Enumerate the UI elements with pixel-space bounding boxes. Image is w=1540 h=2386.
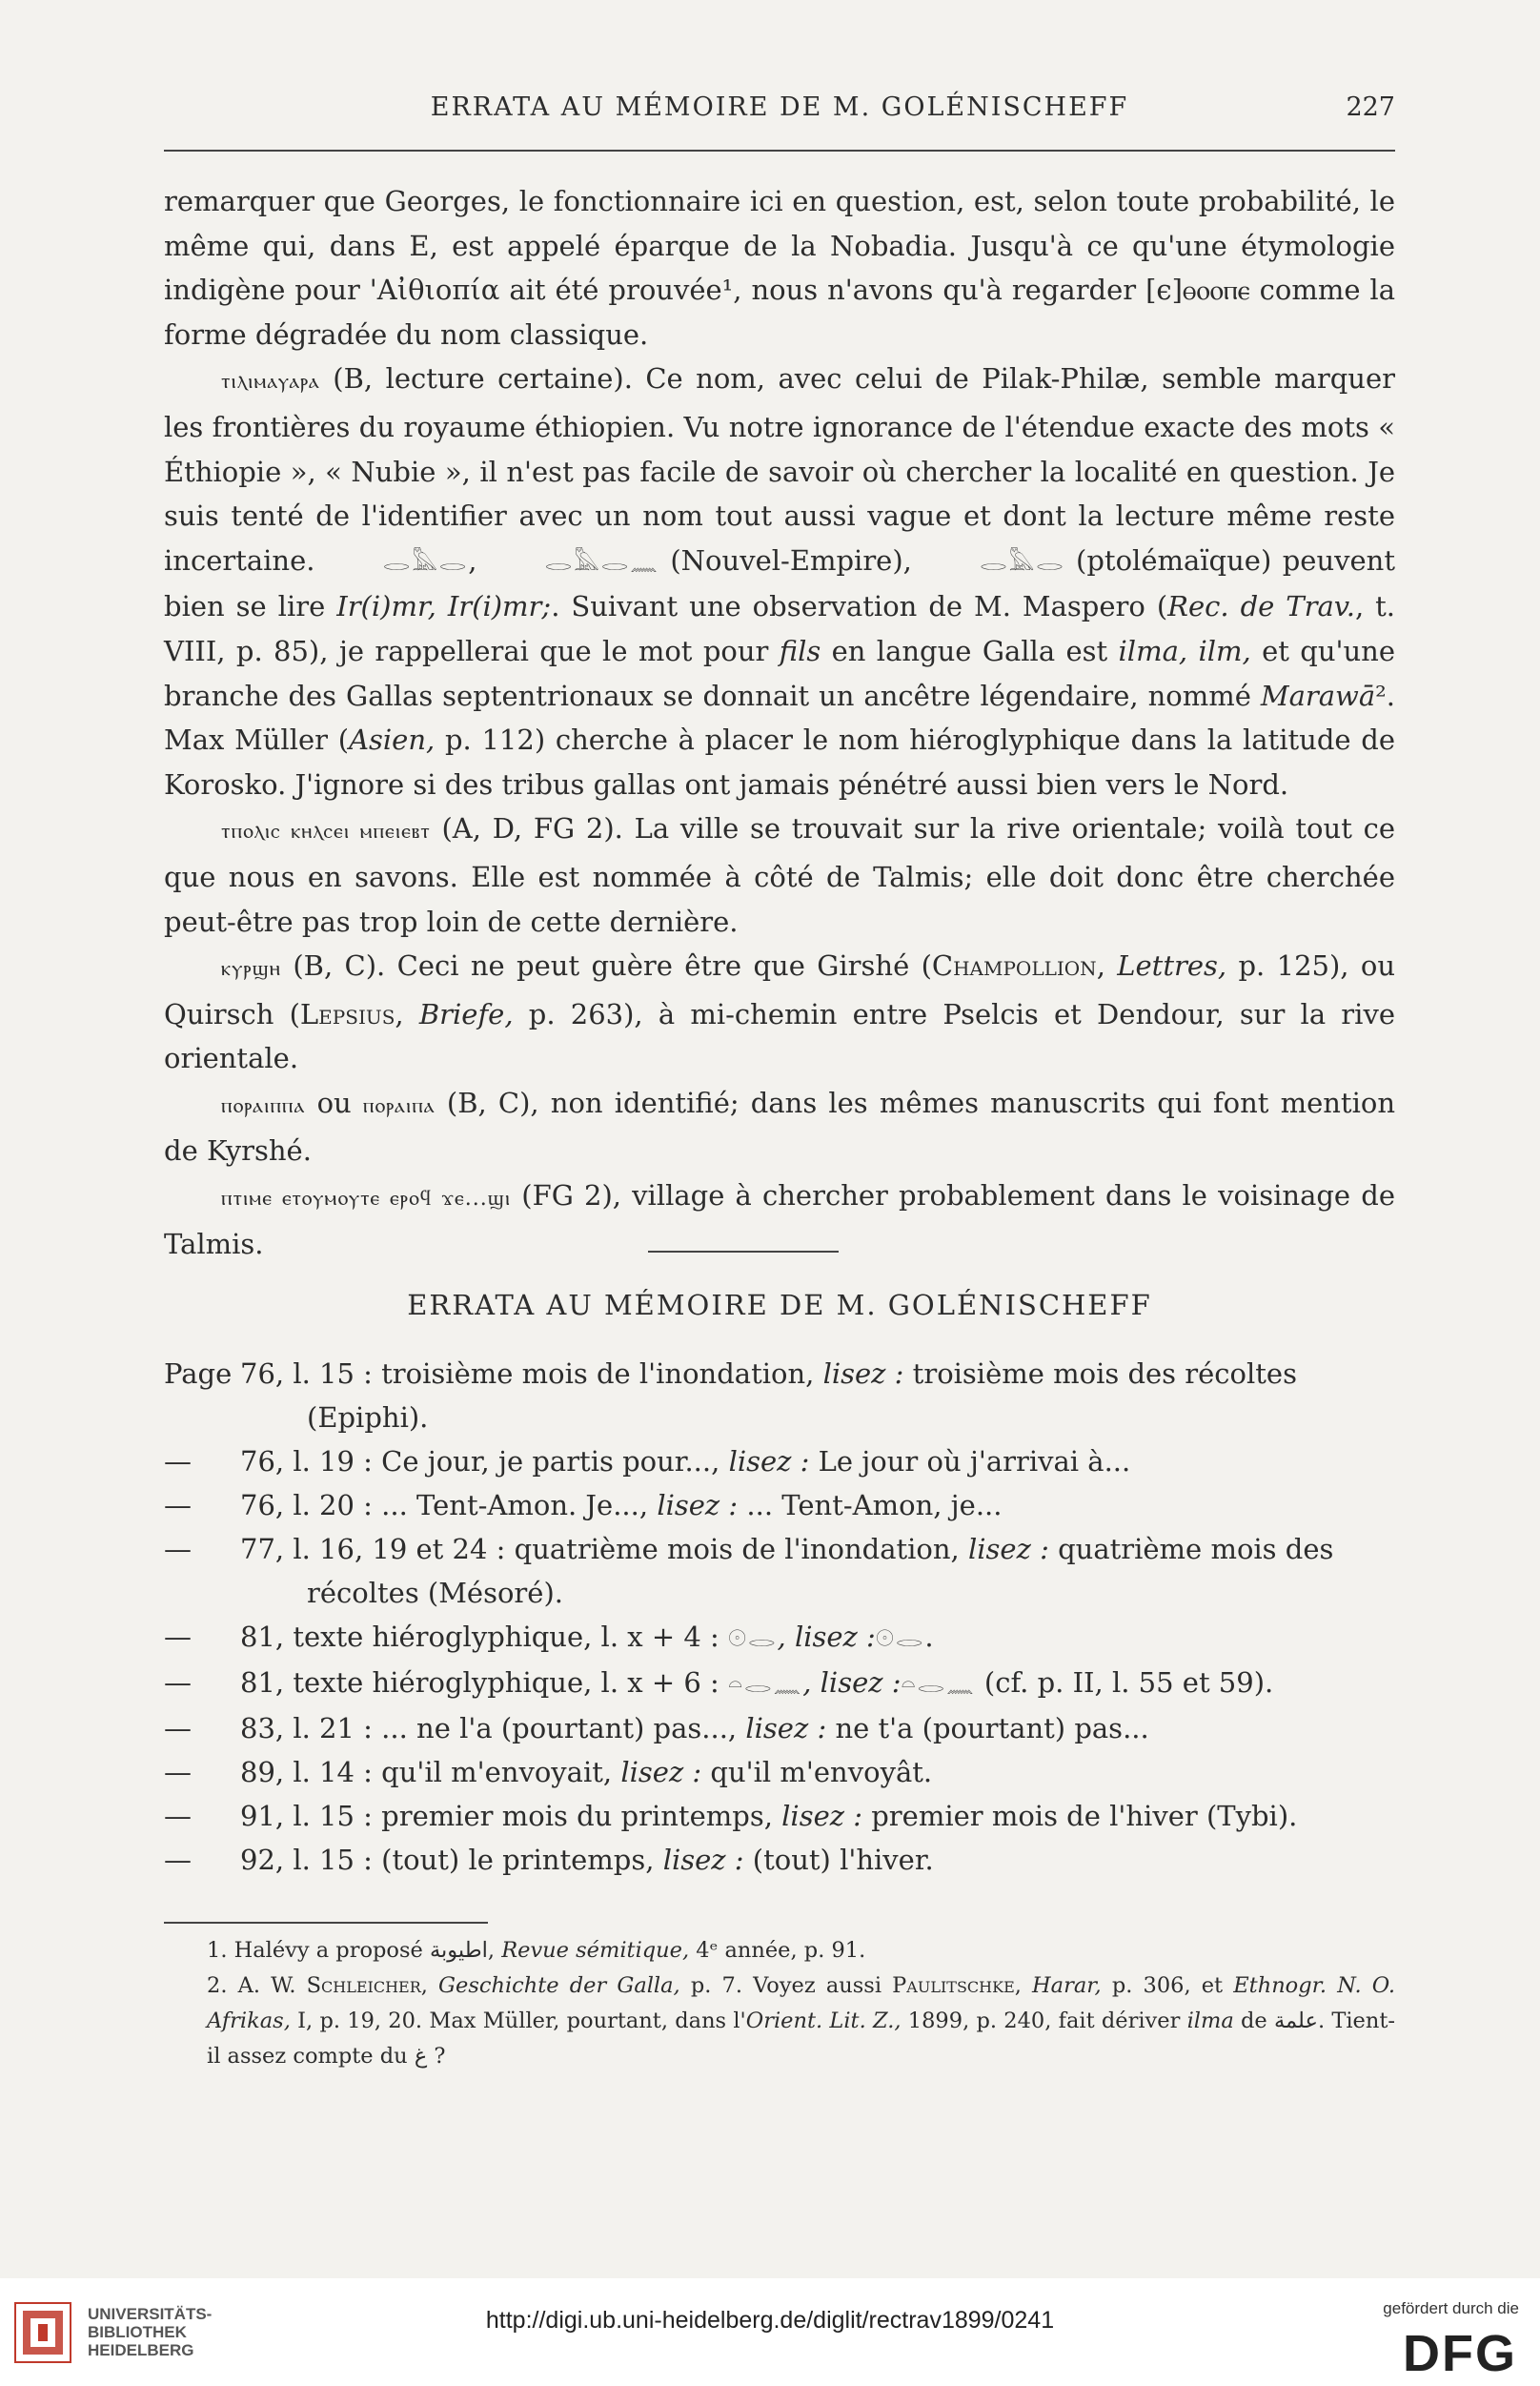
page-number: 227 bbox=[1346, 92, 1395, 122]
coptic-term: ⲧⲡⲟⲗⲓⲥ ⲕⲏⲗⲥⲉⲓ ⲙⲡⲉⲓⲉⲃⲧ bbox=[221, 820, 431, 845]
coptic-term: ⲡⲟⲣⲁⲓⲡⲁ bbox=[362, 1093, 436, 1118]
errata-lead: Page bbox=[164, 1357, 233, 1390]
paragraph-kurshe: ⲕⲩⲣϣⲏ (B, C). Ceci ne peut guère être que Girshé (Champollion, Lettres, p. 125), ou Quirsch (Lepsius, Briefe, p. 263), à mi-chemin entre Pselcis et Dendour, sur la rive orientale. bbox=[164, 949, 1395, 1075]
hieroglyph-group: 𓇳𓂋 bbox=[875, 1625, 925, 1652]
footnote-divider bbox=[164, 1922, 488, 1924]
errata-lead: — bbox=[164, 1712, 192, 1744]
errata-entry: 92, l. 15 : (tout) le printemps, lisez : (tout) l'hiver. bbox=[240, 1844, 934, 1876]
footnotes bbox=[164, 1933, 1395, 2074]
errata-row bbox=[164, 1661, 1395, 1706]
errata-entry: 81, texte hiéroglyphique, l. x + 6 : 𓏏𓂋𓈖, lisez :𓏏𓂋𓈖 (cf. p. II, l. 55 et 59). bbox=[240, 1661, 1395, 1706]
errata-row bbox=[164, 1794, 1395, 1838]
hieroglyph-group: 𓏏𓂋𓈖 bbox=[728, 1671, 803, 1698]
coptic-term: ⲡⲧⲓⲙⲉ ⲉⲧⲟⲩⲙⲟⲩⲧⲉ ⲉⲣⲟϥ ϫⲉ...ϣⲓ bbox=[221, 1187, 512, 1212]
errata-lead: — bbox=[164, 1844, 192, 1876]
errata-lead: — bbox=[164, 1756, 192, 1788]
arabic-word: اطيوبة bbox=[429, 1938, 488, 1963]
errata-row bbox=[164, 1352, 1395, 1396]
errata-entry: 83, l. 21 : ... ne l'a (pourtant) pas..., lisez : ne t'a (pourtant) pas... bbox=[240, 1712, 1149, 1744]
errata-row bbox=[164, 1439, 1395, 1483]
errata-heading: ERRATA AU MÉMOIRE DE M. GOLÉNISCHEFF bbox=[407, 1289, 1152, 1321]
coptic-term: ⲕⲩⲣϣⲏ bbox=[221, 957, 281, 982]
funder-caption: gefördert durch die bbox=[1383, 2299, 1519, 2317]
footnote-1: 1. Halévy a proposé اطيوبة, Revue sémitique, 4ᵉ année, p. 91. bbox=[207, 1938, 866, 1963]
errata-entry: 77, l. 16, 19 et 24 : quatrième mois de l'inondation, lisez : quatrième mois des bbox=[240, 1533, 1334, 1565]
paragraph-ethiopia: remarquer que Georges, le fonctionnaire ici en question, est, selon toute probabilité, le même qui, dans E, est appelé éparque de la Nobadia. Jusqu'à ce qu'une étymologie indigène pour 'Αἰθιοπία ait été prouvée¹, nous n'avons qu'à regarder [ϵ]ⲑⲟⲟⲡⲉ comme la forme dégradée du nom classique. bbox=[164, 185, 1395, 351]
arabic-word: علمة bbox=[1273, 2009, 1318, 2033]
errata-lead: — bbox=[164, 1666, 192, 1699]
hieroglyph-group: 𓂋𓅓𓂋 bbox=[382, 548, 469, 576]
paragraph-tilimaara: ⲧⲓⲗⲓⲙⲁⲩⲁⲣⲁ (B, lecture certaine). Ce nom, avec celui de Pilak-Philæ, semble marquer les frontières du royaume éthiopien. Vu notre ignorance de l'étendue exacte des mots « Éthiopie », « Nubie », il n'est pas facile de savoir où chercher la localité en question. Je suis tenté de l'identifier avec un nom tout aussi vague et dont la lecture même reste incertaine. 𓂋𓅓𓂋, 𓂋𓅓𓂋𓈖 (Nouvel-Empire), 𓂋𓅓𓂋 (ptolémaïque) peuvent bien se lire Ir(i)mr, Ir(i)mr;. Suivant une observation de M. Maspero (Rec. de Trav., t. VIII, p. 85), je rappellerai que le mot pour fils en langue Galla est ilma, ilm, et qu'une branche des Gallas septentrionaux se donnait un ancêtre légendaire, nommé Marawā². Max Müller (Asien, p. 112) cherche à placer le nom hiéroglyphique dans la latitude de Korosko. J'ignore si des tribus gallas ont jamais pénétré aussi bien vers le Nord. bbox=[164, 362, 1396, 801]
hieroglyph-group: 𓇳𓂋 bbox=[728, 1625, 778, 1652]
arabic-letter: غ bbox=[414, 2044, 428, 2069]
errata-continuation: récoltes (Mésoré). bbox=[307, 1577, 563, 1609]
dfg-logo: DFG bbox=[1403, 2325, 1517, 2382]
errata-entry: 91, l. 15 : premier mois du printemps, lisez : premier mois de l'hiver (Tybi). bbox=[240, 1800, 1298, 1832]
errata-lead: — bbox=[164, 1489, 192, 1521]
errata-continuation: (Epiphi). bbox=[307, 1401, 429, 1434]
errata-lead: — bbox=[164, 1533, 192, 1565]
errata-list bbox=[164, 1352, 1395, 1882]
coptic-term: ⲧⲓⲗⲓⲙⲁⲩⲁⲣⲁ bbox=[221, 370, 320, 395]
errata-row bbox=[164, 1750, 1395, 1794]
running-title: ERRATA AU MÉMOIRE DE M. GOLÉNISCHEFF bbox=[430, 92, 1129, 122]
running-header bbox=[164, 92, 1395, 152]
errata-entry: 81, texte hiéroglyphique, l. x + 4 : 𓇳𓂋, lisez :𓇳𓂋. bbox=[240, 1615, 1395, 1661]
viewer-footer bbox=[0, 2278, 1540, 2386]
main-text bbox=[164, 179, 1395, 1266]
errata-lead: — bbox=[164, 1621, 192, 1653]
errata-entry: 76, l. 20 : ... Tent-Amon. Je..., lisez : ... Tent-Amon, je... bbox=[240, 1489, 1003, 1521]
errata-row bbox=[164, 1615, 1395, 1661]
hieroglyph-group: 𓏏𓂋𓈖 bbox=[901, 1671, 976, 1698]
errata-lead: — bbox=[164, 1445, 192, 1478]
permalink-link[interactable]: http://digi.ub.uni-heidelberg.de/diglit/rectrav1899/0241 bbox=[485, 2307, 1055, 2334]
errata-row bbox=[164, 1838, 1395, 1882]
errata-entry: 76, l. 19 : Ce jour, je partis pour..., lisez : Le jour où j'arrivai à... bbox=[240, 1445, 1131, 1478]
errata-entry: 89, l. 14 : qu'il m'envoyait, lisez : qu'il m'envoyât. bbox=[240, 1756, 933, 1788]
hieroglyph-group: 𓂋𓅓𓂋𓈖 bbox=[544, 548, 659, 576]
university-name: UNIVERSITÄTS- BIBLIOTHEK HEIDELBERG bbox=[88, 2305, 213, 2359]
hieroglyph-group: 𓂋𓅓𓂋 bbox=[980, 548, 1065, 576]
paragraph-ptime: ⲡⲧⲓⲙⲉ ⲉⲧⲟⲩⲙⲟⲩⲧⲉ ⲉⲣⲟϥ ϫⲉ...ϣⲓ (FG 2), village à chercher probablement dans le voisinage de Talmis. bbox=[164, 1179, 1395, 1260]
section-divider bbox=[648, 1251, 839, 1253]
errata-row bbox=[164, 1706, 1395, 1750]
errata-lead: — bbox=[164, 1800, 192, 1832]
errata-row bbox=[164, 1483, 1395, 1527]
errata-row bbox=[164, 1527, 1395, 1571]
paragraph-poraippa: ⲡⲟⲣⲁⲓⲡⲡⲁ ou ⲡⲟⲣⲁⲓⲡⲁ (B, C), non identifié; dans les mêmes manuscrits qui font mention de Kyrshé. bbox=[164, 1086, 1395, 1168]
paragraph-tpolis: ⲧⲡⲟⲗⲓⲥ ⲕⲏⲗⲥⲉⲓ ⲙⲡⲉⲓⲉⲃⲧ (A, D, FG 2). La ville se trouvait sur la rive orientale; voilà tout ce que nous en savons. Elle est nommée à côté de Talmis; elle doit donc être cherchée peut-être pas trop loin de cette dernière. bbox=[164, 812, 1395, 938]
errata-entry: 76, l. 15 : troisième mois de l'inondation, lisez : troisième mois des récoltes bbox=[240, 1357, 1297, 1390]
coptic-term: ⲡⲟⲣⲁⲓⲡⲡⲁ bbox=[221, 1093, 306, 1118]
footnote-2: 2. A. W. Schleicher, Geschichte der Galla, p. 7. Voyez aussi Paulitschke, Harar, p. 306, et Ethnogr. N. O. Afrikas, I, p. 19, 20. Max Müller, pourtant, dans l'Orient. Lit. Z., 1899, p. 240, fait dériver ilma de علمة. Tient-il assez compte du غ ? bbox=[207, 1973, 1396, 2069]
